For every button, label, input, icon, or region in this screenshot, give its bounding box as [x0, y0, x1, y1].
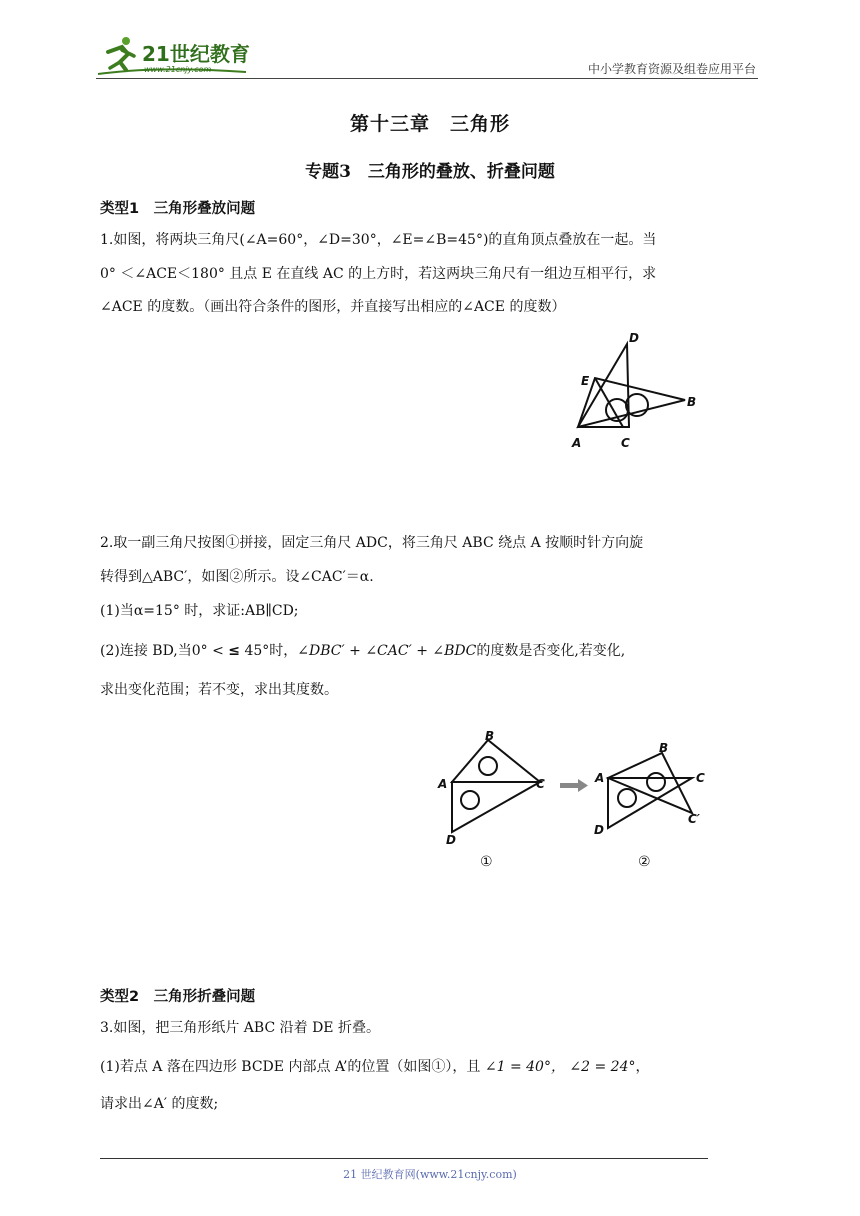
- topic-title: 专题3 三角形的叠放、折叠问题: [305, 162, 555, 182]
- fig2-hole-1: [647, 773, 665, 791]
- q1-line1: 1.如图，将两块三角尺(∠A=60°，∠D=30°，∠E=∠B=45°)的直角顶点叠放在一起。当: [100, 232, 657, 248]
- q2-figure-1: [452, 740, 540, 832]
- q3-line3: 请求出∠A′ 的度数;: [100, 1096, 219, 1112]
- q1-line3: ∠ACE 的度数。（画出符合条件的图形，并直接写出相应的∠ACE 的度数）: [100, 299, 566, 315]
- arrow-icon: [560, 779, 588, 792]
- header-divider: [96, 78, 758, 79]
- q1-line2: 0° ＜∠ACE＜180° 且点 E 在直线 AC 的上方时，若这两块三角尺有一组边互相平行，求: [100, 266, 657, 282]
- fig1-label-A: A: [438, 777, 448, 791]
- q2-line5: 求出变化范围；若不变，求出其度数。: [100, 682, 338, 698]
- label-E: E: [581, 374, 590, 388]
- q2-line1: 2.取一副三角尺按图①拼接，固定三角尺 ADC，将三角尺 ABC 绕点 A 按顺时针方向旋: [100, 535, 644, 551]
- q3-line2: [100, 1057, 762, 1077]
- fig1-label-D: D: [446, 833, 456, 847]
- q2-figure-2: [608, 753, 692, 828]
- q3-angle-values: ∠1 = 40°， ∠2 = 24°: [484, 1059, 636, 1075]
- q2-line2: 转得到△ABC′，如图②所示。设∠CAC′＝α.: [100, 569, 374, 585]
- q3-line2-part3: ，: [635, 1059, 650, 1075]
- platform-name: 中小学教育资源及组卷应用平台: [587, 62, 756, 76]
- fig1-label-C: C: [536, 777, 545, 791]
- q2-line4: [100, 641, 762, 661]
- q2-leq: ≤: [228, 643, 241, 659]
- q2-angle-expr: ∠DBC′ + ∠CAC′ + ∠BDC: [297, 643, 477, 659]
- footer-text: 21 世纪教育网(www.21cnjy.com): [343, 1168, 517, 1181]
- q3-line2-part1: (1)若点 A 落在四边形 BCDE 内部点 A’的位置（如图①），且: [100, 1059, 485, 1075]
- type1-heading: 类型1 三角形叠放问题: [100, 201, 256, 217]
- fig2-label-D: D: [594, 823, 604, 837]
- footer-divider: [100, 1158, 708, 1159]
- site-logo: [96, 34, 256, 78]
- fig2-label-C: C: [696, 771, 705, 785]
- fig2-label-B: B: [659, 741, 669, 755]
- triangle-ACE-outline: [578, 378, 685, 427]
- q3-line1: 3.如图，把三角形纸片 ABC 沿着 DE 折叠。: [100, 1020, 380, 1036]
- q2-figures: [430, 728, 720, 873]
- type2-heading: 类型2 三角形折叠问题: [100, 989, 256, 1005]
- fig2-caption: ②: [638, 854, 651, 870]
- fig1-label-B: B: [485, 729, 495, 743]
- fig2-hole-2: [618, 789, 636, 807]
- fig2-label-A: A: [595, 771, 605, 785]
- fig2-label-C-prime: C′: [688, 812, 700, 826]
- label-B: B: [687, 395, 697, 409]
- logo-url: www.21cnjy.com: [144, 65, 212, 74]
- fig1-caption: ①: [480, 854, 493, 870]
- label-D: D: [629, 331, 639, 345]
- fig1-hole-2: [461, 791, 479, 809]
- q2-line3: (1)当α=15° 时，求证:AB∥CD;: [100, 603, 299, 619]
- label-C: C: [621, 436, 630, 450]
- logo-text: 21世纪教育: [142, 42, 250, 66]
- q1-figure: [565, 330, 705, 455]
- q2-line4-part5: 的度数是否变化,若变化,: [476, 643, 626, 659]
- q2-line4-part3: 45°时，: [240, 643, 298, 659]
- chapter-title: 第十三章 三角形: [349, 113, 510, 135]
- q2-line4-part1: (2)连接 BD,当0° <: [100, 643, 229, 659]
- label-A: A: [572, 436, 582, 450]
- fig1-hole-1: [479, 757, 497, 775]
